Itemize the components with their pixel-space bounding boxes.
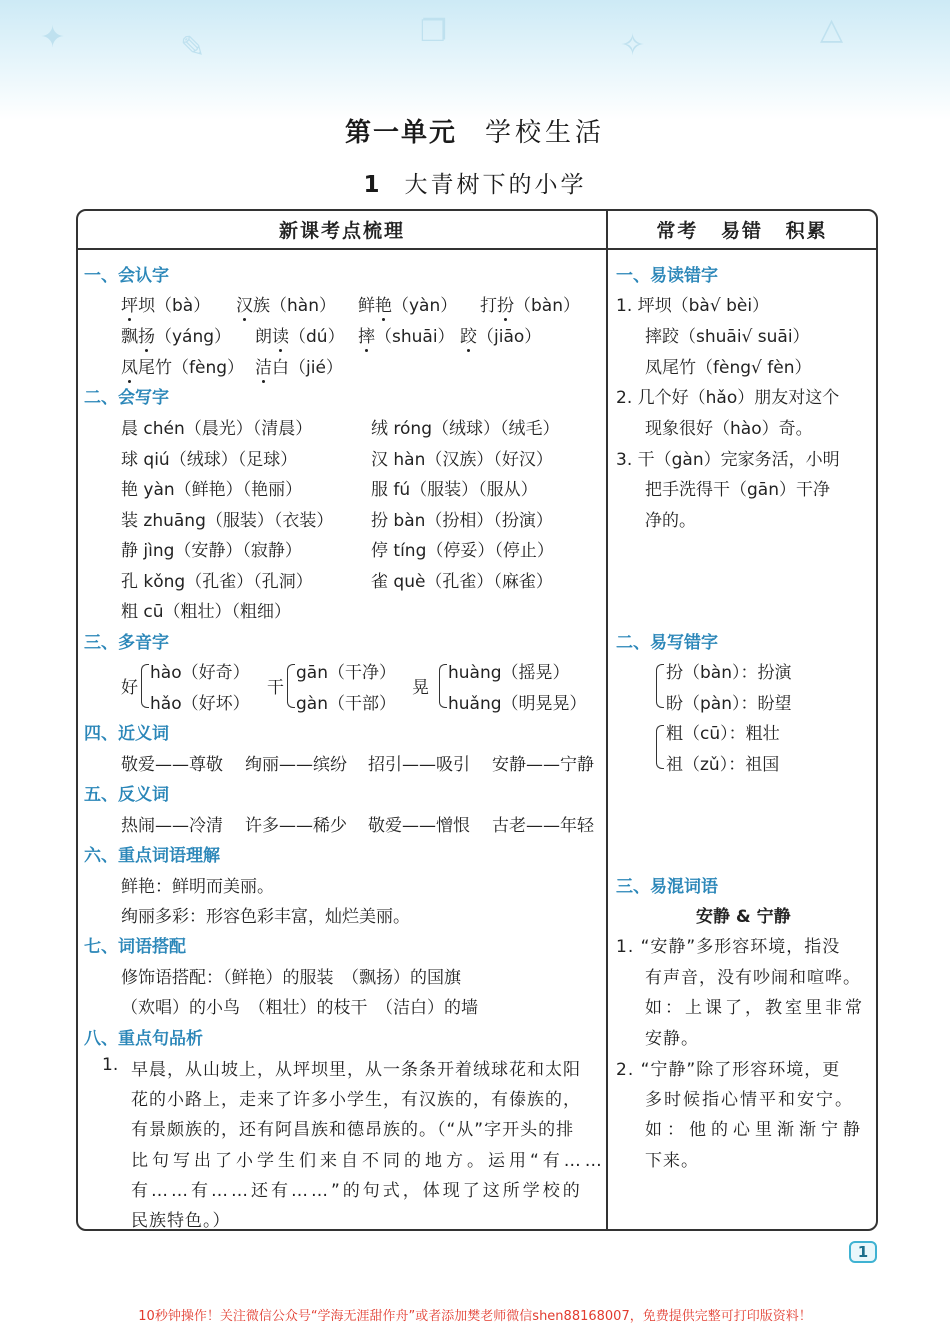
error-item: 盼（pàn）：盼望 xyxy=(666,694,792,714)
collocation-line: 修饰语搭配：（鲜艳）的服装 （飘扬）的国旗 xyxy=(121,968,461,988)
decor-star-icon: ✧ xyxy=(620,28,646,63)
word-item: 鲜艳（yàn） xyxy=(358,296,458,316)
char-item: 绒 róng（绒球）（绒毛） xyxy=(371,419,560,439)
error-item: 净的。 xyxy=(645,511,696,531)
confusable-line: 1. “安静”多形容环境，指没 xyxy=(616,937,841,957)
confusable-line: 2. “宁静”除了形容环境，更 xyxy=(616,1060,841,1080)
word-item: 汉族（hàn） xyxy=(236,296,336,316)
polyphone-reading: huàng（摇晃） xyxy=(448,663,570,683)
error-item: 3. 干（gàn）完家务活，小明 xyxy=(616,450,840,470)
polyphone-reading: gàn（干部） xyxy=(296,694,396,714)
brace-icon xyxy=(656,725,664,769)
error-item: 扮（bàn）：扮演 xyxy=(666,663,792,683)
item-number: 1. xyxy=(102,1055,119,1075)
synonym-pair: 敬爱——尊敬 xyxy=(121,755,223,775)
confusable-subtitle: 安静 & 宁静 xyxy=(696,907,791,927)
char-item: 孔 kǒng（孔雀）（孔洞） xyxy=(121,572,313,592)
section-title: 七、词语搭配 xyxy=(84,937,186,957)
brace-icon xyxy=(141,664,149,708)
error-item: 2. 几个好（hǎo）朋友对这个 xyxy=(616,388,840,408)
column-divider xyxy=(606,209,608,1231)
synonym-pair: 安静——宁静 xyxy=(492,755,594,775)
word-meaning: 绚丽多彩：形容色彩丰富，灿烂美丽。 xyxy=(121,907,410,927)
lesson-name: 大青树下的小学 xyxy=(404,172,587,198)
error-item: 粗（cū）：粗壮 xyxy=(666,724,780,744)
brace-icon xyxy=(439,664,447,708)
word-meaning: 鲜艳：鲜明而美丽。 xyxy=(121,877,274,897)
polyphone-reading: hào（好奇） xyxy=(150,663,250,683)
polyphone-char: 好 xyxy=(121,678,138,698)
word-item: 洁白（jié） xyxy=(255,358,343,378)
char-item: 静 jìng（安静）（寂静） xyxy=(121,541,302,561)
section-title: 三、多音字 xyxy=(84,633,169,653)
char-item: 装 zhuāng（服装）（衣装） xyxy=(121,511,334,531)
char-item: 艳 yàn（鲜艳）（艳丽） xyxy=(121,480,303,500)
section-title: 四、近义词 xyxy=(84,724,169,744)
antonym-pair: 热闹——冷清 xyxy=(121,816,223,836)
right-column-header: 常考 易错 积累 xyxy=(656,220,828,242)
word-item: 跤（jiāo） xyxy=(460,327,542,347)
antonym-pair: 敬爱——憎恨 xyxy=(368,816,470,836)
analysis-line: 有景颇族的，还有阿昌族和德昂族的。（“从”字开头的排 xyxy=(131,1120,575,1140)
decor-pencil-icon: ✎ xyxy=(180,30,206,65)
section-title: 一、会认字 xyxy=(84,266,169,286)
section-title: 六、重点词语理解 xyxy=(84,846,220,866)
brace-icon xyxy=(287,664,295,708)
error-item: 祖（zǔ）：祖国 xyxy=(666,755,780,775)
antonym-pair: 许多——稀少 xyxy=(245,816,347,836)
brace-icon xyxy=(656,664,664,708)
lesson-number: 1 xyxy=(363,172,383,198)
analysis-line: 民族特色。） xyxy=(131,1211,231,1231)
analysis-line: 比句写出了小学生们来自不同的地方。运用“有…… xyxy=(131,1151,606,1171)
polyphone-char: 晃 xyxy=(412,678,429,698)
unit-topic: 学校生活 xyxy=(485,118,606,148)
section-title: 三、易混词语 xyxy=(616,877,718,897)
word-item: 朗读（dú） xyxy=(255,327,345,347)
synonym-pair: 招引——吸引 xyxy=(368,755,470,775)
polyphone-reading: huǎng（明晃晃） xyxy=(448,694,587,714)
collocation-line: （欢唱）的小鸟 （粗壮）的枝干 （洁白）的墙 xyxy=(121,998,478,1018)
confusable-line: 如：上课了，教室里非常 xyxy=(645,998,865,1018)
section-title: 二、会写字 xyxy=(84,388,169,408)
error-item: 把手洗得干（gān）干净 xyxy=(645,480,830,500)
decorative-header-band xyxy=(0,0,950,120)
antonym-pair: 古老——年轻 xyxy=(492,816,594,836)
error-item: 现象很好（hào）奇。 xyxy=(645,419,813,439)
section-title: 五、反义词 xyxy=(84,785,169,805)
header-divider xyxy=(76,248,878,250)
left-column-header: 新课考点梳理 xyxy=(278,220,405,242)
decor-star-icon: ✦ xyxy=(40,20,66,55)
char-item: 雀 què（孔雀）（麻雀） xyxy=(371,572,553,592)
confusable-line: 安静。 xyxy=(645,1029,699,1049)
lesson-title xyxy=(0,166,950,199)
section-title: 八、重点句品析 xyxy=(84,1029,203,1049)
char-item: 服 fú（服装）（服从） xyxy=(371,480,538,500)
confusable-line: 如：他的心里渐渐宁静 xyxy=(645,1120,865,1140)
polyphone-char: 干 xyxy=(267,678,284,698)
polyphone-reading: hǎo（好坏） xyxy=(150,694,250,714)
char-item: 汉 hàn（汉族）（好汉） xyxy=(371,450,553,470)
page-number: 1 xyxy=(849,1241,877,1263)
unit-title xyxy=(0,112,950,149)
polyphone-reading: gān（干净） xyxy=(296,663,396,683)
char-item: 粗 cū（粗壮）（粗细） xyxy=(121,602,292,622)
decor-triangle-icon: △ xyxy=(820,12,844,47)
section-title: 一、易读错字 xyxy=(616,266,718,286)
char-item: 晨 chén（晨光）（清晨） xyxy=(121,419,313,439)
char-item: 球 qiú（绒球）（足球） xyxy=(121,450,298,470)
word-item: 摔（shuāi） xyxy=(358,327,455,347)
error-item: 凤尾竹（fèng√ fèn） xyxy=(645,358,812,378)
error-item: 1. 坪坝（bà√ bèi） xyxy=(616,296,770,316)
word-item: 飘扬（yáng） xyxy=(121,327,232,347)
footer-notice: 10秒钟操作！关注微信公众号“学海无涯甜作舟”或者添加樊老师微信shen88168007，免费提供完整可打印版资料！ xyxy=(138,1309,812,1323)
analysis-line: 花的小路上，走来了许多小学生，有汉族的，有傣族的， xyxy=(131,1090,581,1110)
word-item: 打扮（bàn） xyxy=(480,296,580,316)
char-item: 扮 bàn（扮相）（扮演） xyxy=(371,511,553,531)
confusable-line: 多时候指心情平和安宁。 xyxy=(645,1090,854,1110)
confusable-line: 有声音，没有吵闹和喧哗。 xyxy=(645,968,861,988)
confusable-line: 下来。 xyxy=(645,1151,699,1171)
synonym-pair: 绚丽——缤纷 xyxy=(245,755,347,775)
section-title: 二、易写错字 xyxy=(616,633,718,653)
unit-label: 第一单元 xyxy=(344,118,457,148)
word-item: 坪坝（bà） xyxy=(121,296,211,316)
error-item: 摔跤（shuāi√ suāi） xyxy=(645,327,810,347)
word-item: 凤尾竹（fèng） xyxy=(121,358,245,378)
analysis-line: 有……有……还有……”的句式，体现了这所学校的 xyxy=(131,1181,583,1201)
decor-book-icon: ❐ xyxy=(420,14,447,49)
analysis-line: 早晨，从山坡上，从坪坝里，从一条条开着绒球花和太阳 xyxy=(131,1060,581,1080)
char-item: 停 tíng（停妥）（停止） xyxy=(371,541,554,561)
